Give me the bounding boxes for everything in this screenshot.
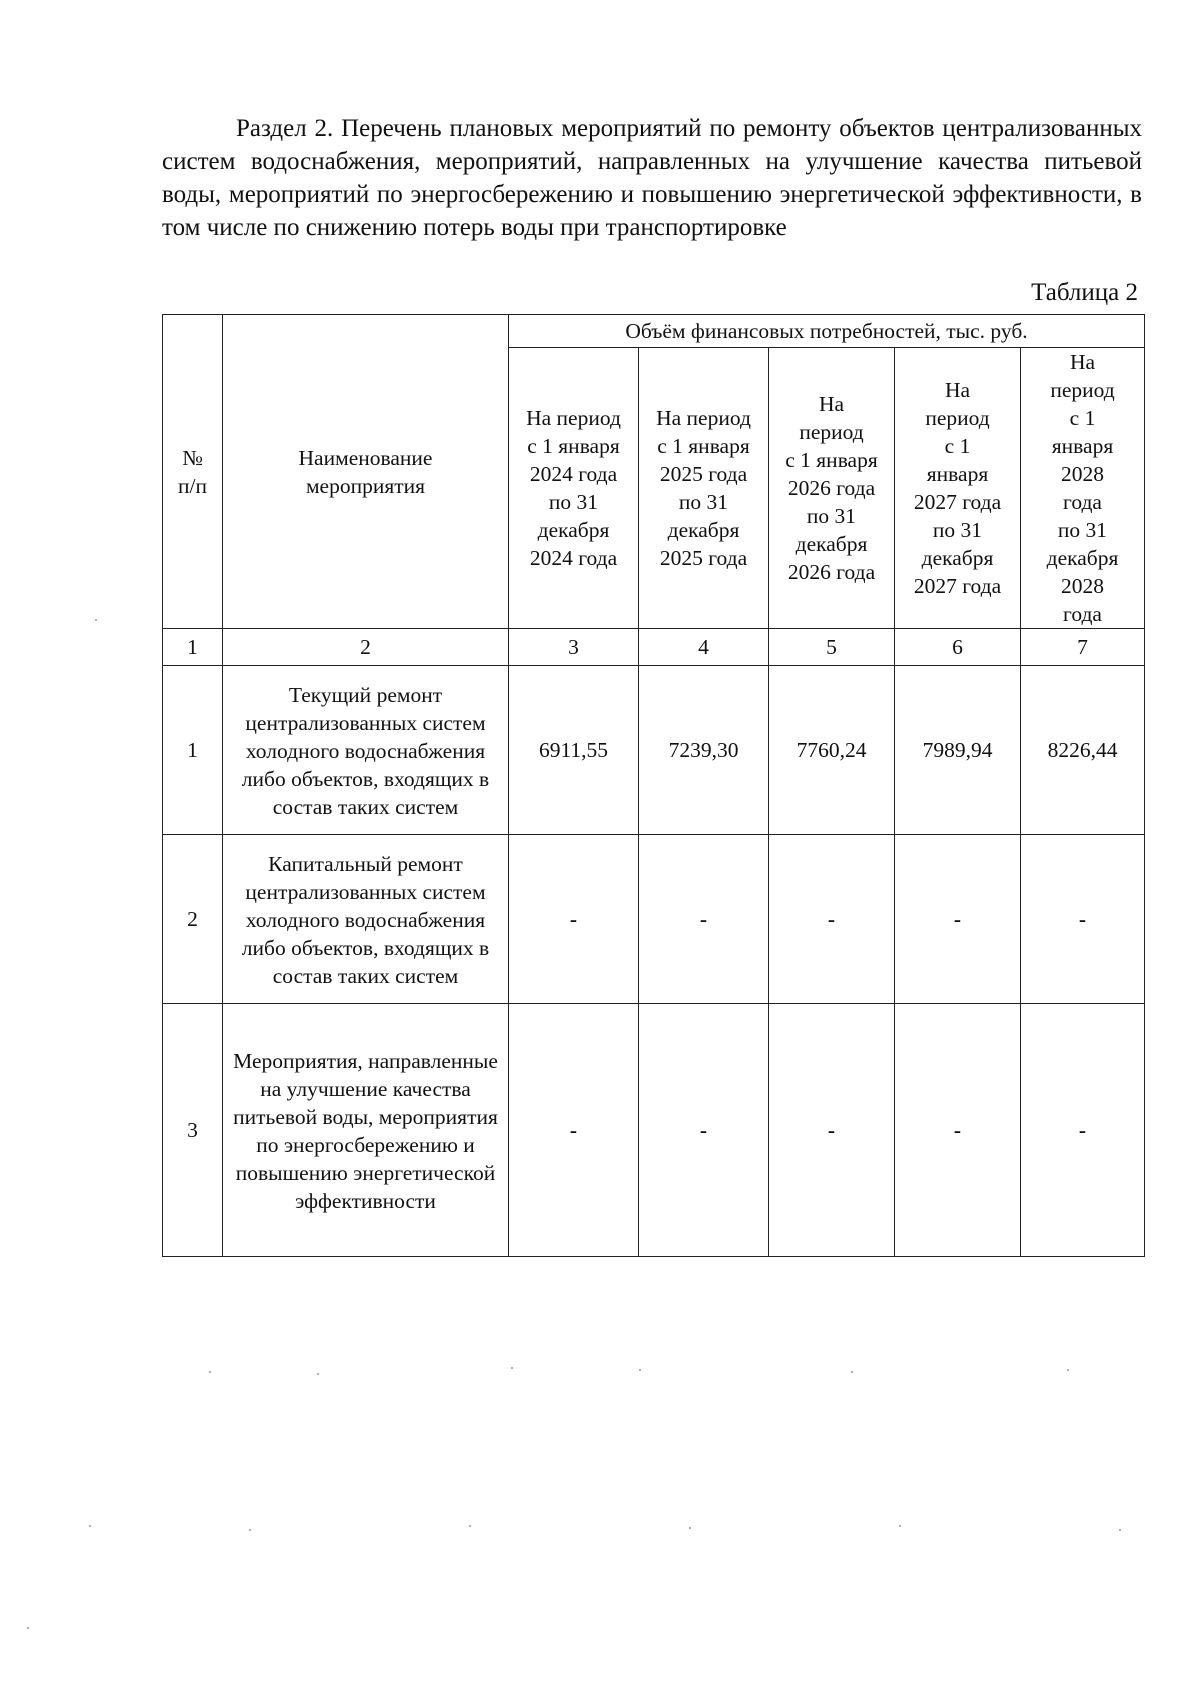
column-index: 7	[1021, 629, 1145, 666]
column-index: 4	[639, 629, 769, 666]
activity-name: Капитальный ремонт централизованных систем холодного водоснабжения либо объектов, входящих в состав таких систем	[223, 835, 509, 1004]
header-period-2027: На период с 1 января 2027 года по 31 декабря 2027 года	[895, 348, 1021, 629]
column-index-row	[163, 629, 1145, 666]
header-period-2024: На период с 1 января 2024 года по 31 декабря 2024 года	[509, 348, 639, 629]
value-2027: -	[895, 835, 1021, 1004]
column-index: 3	[509, 629, 639, 666]
row-number: 3	[163, 1004, 223, 1257]
table-row	[163, 835, 1145, 1004]
table-caption: Таблица 2	[1031, 279, 1138, 306]
header-period-2028: На период с 1 января 2028 года по 31 декабря 2028 года	[1021, 348, 1145, 629]
value-2026: 7760,24	[769, 666, 895, 835]
row-number: 1	[163, 666, 223, 835]
value-2026: -	[769, 835, 895, 1004]
activity-name: Текущий ремонт централизованных систем холодного водоснабжения либо объектов, входящих в состав таких систем	[223, 666, 509, 835]
header-financial-needs: Объём финансовых потребностей, тыс. руб.	[509, 315, 1145, 348]
value-2024: 6911,55	[509, 666, 639, 835]
value-2025: 7239,30	[639, 666, 769, 835]
column-index: 1	[163, 629, 223, 666]
row-number: 2	[163, 835, 223, 1004]
value-2024: -	[509, 835, 639, 1004]
column-index: 2	[223, 629, 509, 666]
header-name: Наименование мероприятия	[223, 315, 509, 629]
value-2024: -	[509, 1004, 639, 1257]
value-2027: -	[895, 1004, 1021, 1257]
value-2027: 7989,94	[895, 666, 1021, 835]
column-index: 5	[769, 629, 895, 666]
value-2026: -	[769, 1004, 895, 1257]
value-2028: 8226,44	[1021, 666, 1145, 835]
value-2028: -	[1021, 1004, 1145, 1257]
header-row-group	[163, 315, 1145, 348]
table-row	[163, 666, 1145, 835]
section-heading: Раздел 2. Перечень плановых мероприятий по ремонту объектов централизованных систем водоснабжения, мероприятий, направленных на улучшение качества питьевой воды, мероприятий по энергосбережению и повышению энергетической эффективности, в том числе по снижению потерь воды при транспортировке	[162, 115, 1142, 241]
plan-table	[162, 314, 1145, 1257]
value-2025: -	[639, 1004, 769, 1257]
activity-name: Мероприятия, направленные на улучшение качества питьевой воды, мероприятия по энергосбережению и повышению энергетической эффективности	[223, 1004, 509, 1257]
header-period-2025: На период с 1 января 2025 года по 31 декабря 2025 года	[639, 348, 769, 629]
header-period-2026: На период с 1 января 2026 года по 31 декабря 2026 года	[769, 348, 895, 629]
header-number: № п/п	[163, 315, 223, 629]
column-index: 6	[895, 629, 1021, 666]
value-2028: -	[1021, 835, 1145, 1004]
value-2025: -	[639, 835, 769, 1004]
table-row	[163, 1004, 1145, 1257]
